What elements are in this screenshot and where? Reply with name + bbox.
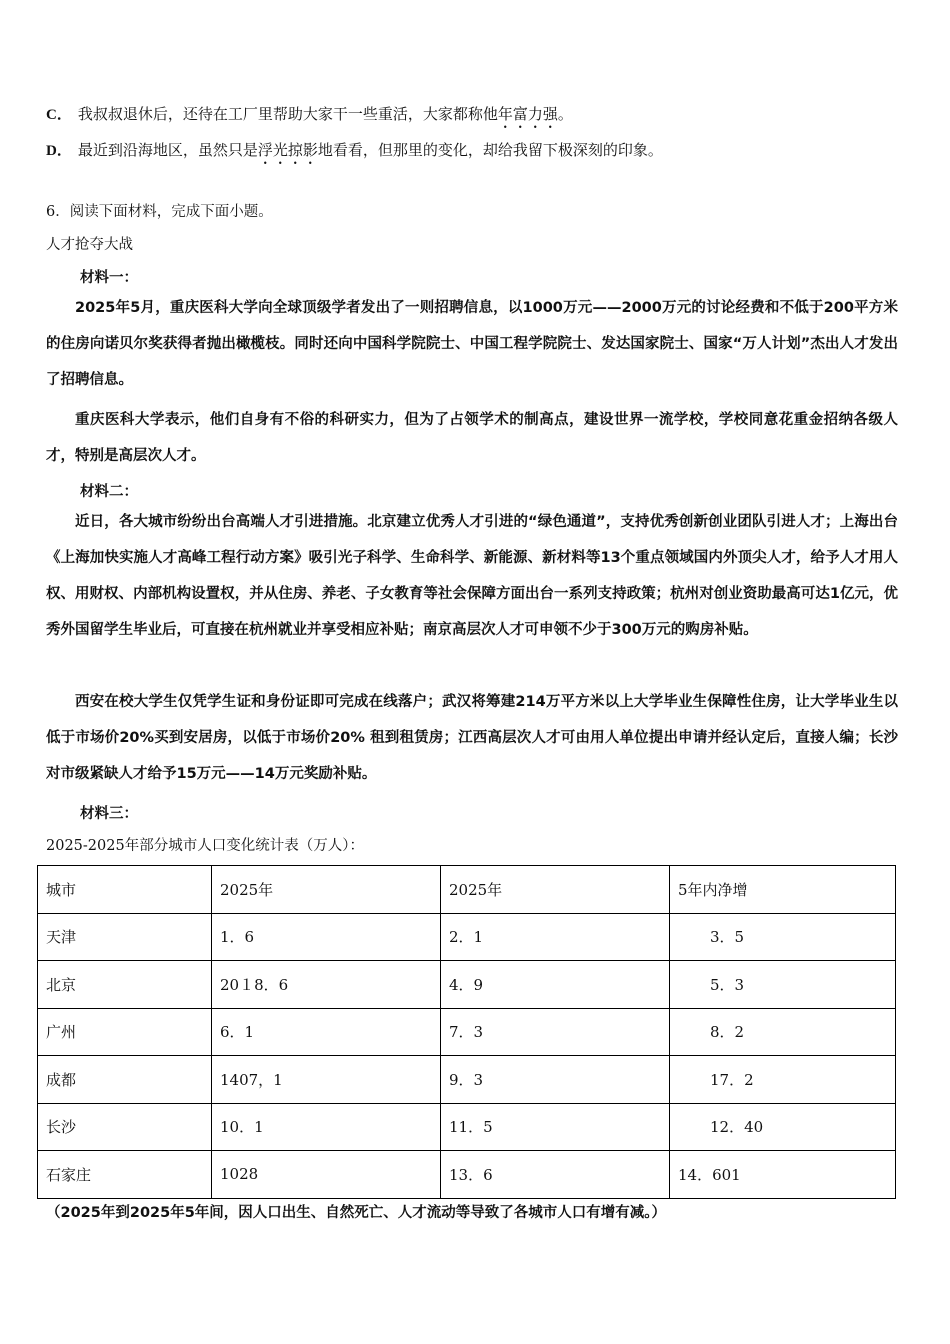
- material-2-paragraph-1: 近日，各大城市纷纷出台高端人才引进措施。北京建立优秀人才引进的“绿色通道”，支持优秀创新创业团队引进人才；上海出台《上海加快实施人才高峰工程行动方案》吸引光子科学、生命科学、新能源、新材料等13个重点领域国内外顶尖人才，给予人才用人权、用财权、内部机构设置权，并从住房、养老、子女教育等社会保障方面出台一系列支持政策；杭州对创业资助最高可达1亿元，优秀外国留学生毕业后，可直接在杭州就业并享受相应补贴；南京高层次人才可申领不少于300万元的购房补贴。: [46, 514, 898, 638]
- cell-value: 6．1: [212, 1008, 441, 1056]
- option-d-dotted-phrase: 浮光掠影: [257, 141, 318, 159]
- cell-value: 4．9: [441, 961, 670, 1009]
- cell-city: 广州: [38, 1008, 212, 1056]
- table-row: [38, 1103, 896, 1151]
- material-1-paragraph-2: 重庆医科大学表示，他们自身有不俗的科研实力，但为了占领学术的制高点，建设世界一流学校，学校同意花重金招纳各级人才，特别是高层次人才。: [46, 412, 898, 464]
- cell-value: 20１8．6: [212, 961, 441, 1009]
- material-1-paragraph-1: 2025年5月，重庆医科大学向全球顶级学者发出了一则招聘信息，以1000万元——2000万元的讨论经费和不低于200平方米的住房向诺贝尔奖获得者抛出橄榄枝。同时还向中国科学院院士、中国工程学院院士、发达国家院士、国家“万人计划”杰出人才发出了招聘信息。: [46, 300, 898, 388]
- cell-value: 3．5: [670, 913, 896, 961]
- material-2-paragraph-2: 西安在校大学生仅凭学生证和身份证即可完成在线落户；武汉将筹建214万平方米以上大学毕业生保障性住房，让大学毕业生以低于市场价20%买到安居房，以低于市场价20% 租到租赁房；江西高层次人才可由用人单位提出申请并经认定后，直接人编；长沙对市级紧缺人才给予15万元——14万元奖励补贴。: [46, 694, 898, 782]
- table-row: [38, 1056, 896, 1104]
- cell-value: 8．2: [670, 1008, 896, 1056]
- material-1-label: 材料一：: [80, 270, 138, 286]
- cell-value: 2．1: [441, 913, 670, 961]
- cell-value: 9．3: [441, 1056, 670, 1104]
- cell-value: 13．6: [441, 1151, 670, 1199]
- table-row: [38, 1008, 896, 1056]
- option-c-dotted-phrase: 年富力强: [497, 105, 558, 123]
- population-table: [37, 865, 896, 1199]
- cell-city: 成都: [38, 1056, 212, 1104]
- cell-value: 11．5: [441, 1103, 670, 1151]
- table-row: [38, 913, 896, 961]
- option-c-text: 我叔叔退休后，还待在工厂里帮助大家干一些重活，大家都称他: [77, 105, 498, 123]
- option-d-letter: D．: [46, 143, 72, 159]
- header-net-increase: 5年内净增: [670, 866, 896, 914]
- cell-value: 10．1: [212, 1103, 441, 1151]
- cell-value: 1．6: [212, 913, 441, 961]
- cell-value: 12．40: [670, 1103, 896, 1151]
- cell-city: 长沙: [38, 1103, 212, 1151]
- table-row: [38, 961, 896, 1009]
- option-d: [46, 139, 663, 168]
- material-3-label: 材料三：: [80, 806, 138, 822]
- table-caption: 2025-2025年部分城市人口变化统计表（万人）：: [46, 838, 364, 854]
- option-d-text: 最近到沿海地区，虽然只是: [77, 141, 258, 159]
- header-year-1: 2025年: [212, 866, 441, 914]
- cell-value: 14．601: [670, 1151, 896, 1199]
- option-c-letter: C．: [46, 107, 72, 123]
- material-2-label: 材料二：: [80, 484, 138, 500]
- cell-value: 1028: [212, 1151, 441, 1199]
- table-header-row: [38, 866, 896, 914]
- table-note: （2025年到2025年5年间，因人口出生、自然死亡、人才流动等导致了各城市人口有增有减。）: [46, 1205, 667, 1221]
- cell-value: 7．3: [441, 1008, 670, 1056]
- cell-city: 石家庄: [38, 1151, 212, 1199]
- header-year-2: 2025年: [441, 866, 670, 914]
- article-title: 人才抢夺大战: [46, 237, 133, 253]
- cell-value: 1407，1: [212, 1056, 441, 1104]
- header-city: 城市: [38, 866, 212, 914]
- option-c: [46, 103, 573, 132]
- cell-city: 天津: [38, 913, 212, 961]
- question-prompt: 6．阅读下面材料，完成下面小题。: [46, 204, 273, 220]
- cell-city: 北京: [38, 961, 212, 1009]
- cell-value: 17．2: [670, 1056, 896, 1104]
- option-c-end: 。: [557, 105, 573, 123]
- table-row: [38, 1151, 896, 1199]
- cell-value: 5．3: [670, 961, 896, 1009]
- option-d-end: 地看看，但那里的变化，却给我留下极深刻的印象。: [317, 141, 663, 159]
